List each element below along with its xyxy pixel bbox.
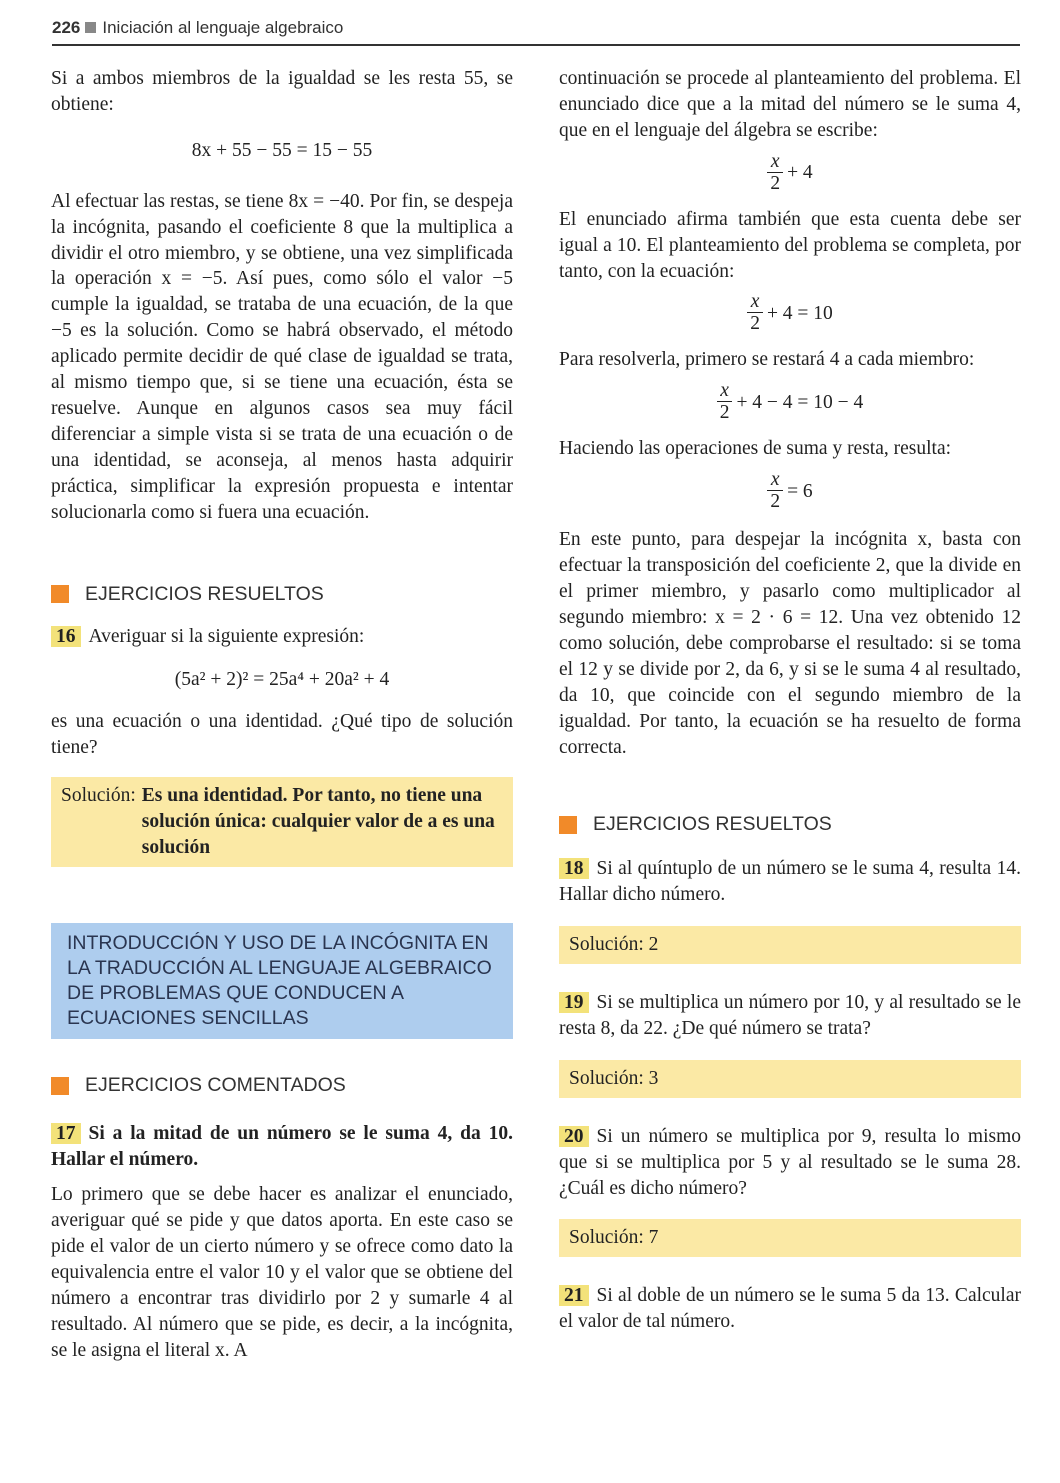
page-header xyxy=(52,18,1020,46)
solution-label: Solución: xyxy=(61,785,136,807)
exercise-16: 16 Averiguar si la siguiente expresión: xyxy=(51,624,513,650)
solution-box xyxy=(51,777,513,867)
paragraph: es una ecuación o una identidad. ¿Qué tipo de solución tiene? xyxy=(51,711,513,759)
equation: $\frac{x}{2}$ = 6 xyxy=(559,470,1021,513)
exercise-number: 20 xyxy=(559,1126,589,1147)
right-column xyxy=(559,66,1021,1335)
exercise-21: 21 Si al doble de un número se le suma 5 da 13. Calcular el valor de tal número. xyxy=(559,1285,1021,1333)
chapter-title: Iniciación al lenguaje algebraico xyxy=(102,18,344,37)
paragraph: Lo primero que se debe hacer es analizar el enunciado, averiguar qué se pide y que datos aporta. En este caso se pide el valor de un cierto número y se ofrece como dato la equivalencia entre el valor 10 y el valor que se obtiene del número a encontrar tras dividirlo por 2 y sumarle 4 al resultado. Al número que se pide, es decir, a la incógnita, se le asigna el literal x. A xyxy=(51,1184,513,1361)
section-heading: EJERCICIOS RESUELTOS xyxy=(51,582,513,608)
paragraph: Si a ambos miembros de la igualdad se les resta 55, se obtiene: xyxy=(51,68,513,115)
solution-box: Solución: 7 xyxy=(559,1219,1021,1257)
section-heading: EJERCICIOS RESUELTOS xyxy=(559,812,1021,838)
fraction: $\frac{x}{2}$ xyxy=(717,381,733,424)
section-heading: EJERCICIOS COMENTADOS xyxy=(51,1073,513,1099)
equation: 8x + 55 − 55 = 15 − 55 xyxy=(191,139,373,161)
exercise-19: 19 Si se multiplica un número por 10, y al resultado se le resta 8, da 22. ¿De qué número se trata? xyxy=(559,992,1021,1039)
exercise-20: 20 Si un número se multiplica por 9, resulta lo mismo que si se multiplica por 5 y al resultado se le suma 28. ¿Cuál es dicho número? xyxy=(559,1125,1021,1199)
page-number: 226 xyxy=(52,18,81,37)
exercise-number: 19 xyxy=(559,992,589,1013)
exercise-number: 21 xyxy=(559,1285,589,1306)
paragraph: El enunciado afirma también que esta cuenta debe ser igual a 10. El planteamiento del problema se completa, por tanto, con la ecuación: xyxy=(559,208,1021,282)
paragraph: continuación se procede al planteamiento del problema. El enunciado dice que a la mitad del número se le suma 4, que en el lenguaje del álgebra se escribe: xyxy=(559,68,1021,141)
solution-box: Solución: 3 xyxy=(559,1060,1021,1098)
topic-heading-box: INTRODUCCIÓN Y USO DE LA INCÓGNITA EN LA TRADUCCIÓN AL LENGUAJE ALGEBRAICO DE PROBLEMAS QUE CONDUCEN A ECUACIONES SENCILLAS xyxy=(51,923,513,1039)
equation: (5a² + 2)² = 25a⁴ + 20a² + 4 xyxy=(174,669,390,691)
fraction: $\frac{x}{2}$ xyxy=(767,470,783,513)
exercise-number: 16 xyxy=(51,626,81,647)
fraction: $\frac{x}{2}$ xyxy=(747,292,763,335)
paragraph: Para resolverla, primero se restará 4 a cada miembro: xyxy=(559,349,975,371)
orange-square-icon xyxy=(51,1077,69,1095)
fraction: $\frac{x}{2}$ xyxy=(767,152,783,195)
solution-box: Solución: 2 xyxy=(559,926,1021,964)
orange-square-icon xyxy=(51,585,69,603)
left-column xyxy=(51,66,513,1364)
header-square-icon xyxy=(85,22,96,33)
solution-text: Es una identidad. Por tanto, no tiene una solución única: cualquier valor de a es una solución xyxy=(141,785,495,858)
paragraph: En este punto, para despejar la incógnita x, basta con efectuar la transposición del coeficiente 2, que la divide en el primer miembro, y pasarlo como multiplicador al segundo miembro: x = 2 · 6 = 12. Una vez obtenido 12 como solución, debe comprobarse el resultado: si se toma el 12 y se divide por 2, da 6, y si se le suma 4 al resultado, da 10, que coincide con el segundo miembro de la igualdad. Por tanto, la ecuación se ha resuelto de forma correcta. xyxy=(559,529,1021,758)
exercise-number: 18 xyxy=(559,858,589,879)
orange-square-icon xyxy=(559,816,577,834)
paragraph: Al efectuar las restas, se tiene 8x = −40. Por fin, se despeja la incógnita, pasando el coeficiente 8 que la multiplica a dividir el otro miembro, y se obtiene, una vez simplificada la operación x = −5. Así pues, como sólo el valor −5 cumple la igualdad, se trataba de una ecuación, de la que −5 es la solución. Como se habrá observado, el método aplicado permite decidir de qué clase de igualdad se trata, al mismo tiempo que, si se tiene una ecuación, ésta se resuelve. Aunque en algunos casos sea muy fácil diferenciar a simple vista si se trata de una ecuación o de una identidad, se aconseja, al menos hasta adquirir práctica, simplificar la expresión propuesta e intentar solucionarla como si fuera una ecuación. xyxy=(51,190,513,523)
exercise-number: 17 xyxy=(51,1123,81,1144)
exercise-18: 18 Si al quíntuplo de un número se le suma 4, resulta 14. Hallar dicho número. xyxy=(559,858,1021,906)
equation: $\frac{x}{2}$ + 4 = 10 xyxy=(559,292,1021,335)
equation: $\frac{x}{2}$ + 4 xyxy=(559,152,1021,195)
paragraph: Haciendo las operaciones de suma y resta, resulta: xyxy=(559,438,952,460)
exercise-17: 17 Si a la mitad de un número se le suma 4, da 10. Hallar el número. xyxy=(51,1122,513,1170)
equation: $\frac{x}{2}$ + 4 − 4 = 10 − 4 xyxy=(559,381,1021,424)
